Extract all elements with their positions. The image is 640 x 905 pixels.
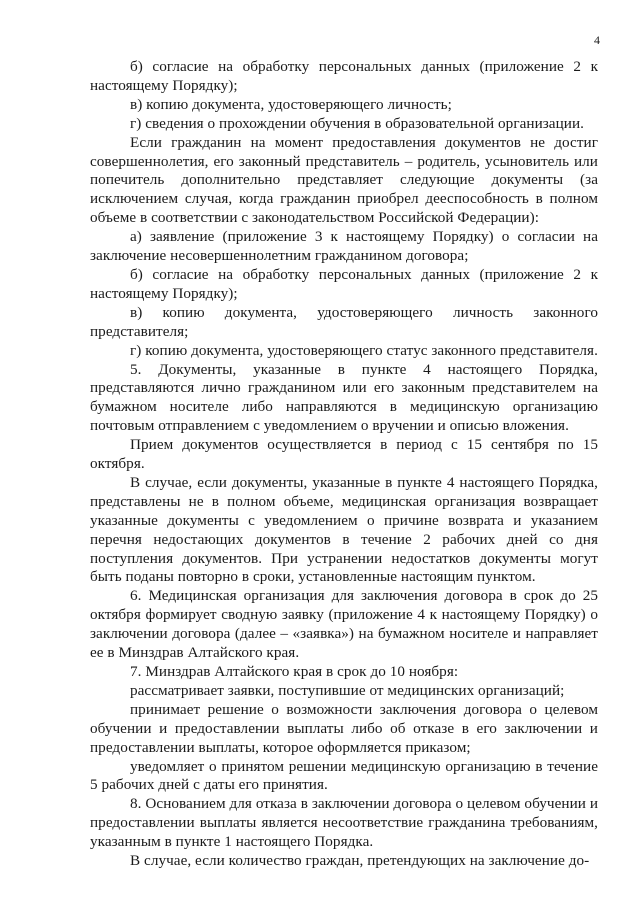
paragraph: рассматривает заявки, поступившие от медицинских организаций;: [130, 681, 565, 699]
paragraph: б) согласие на обработку персональных данных (приложение 2 к настоящему Порядку);: [90, 58, 598, 94]
paragraph: В случае, если количество граждан, претендующих на заключение до-: [130, 852, 590, 870]
paragraph: В случае, если документы, указанные в пункте 4 настоящего Порядка, представлены не в полном объеме, медицинская организация возвращает указанные документы с уведомлением о причине возврата и указанием перечня недостающих документов в течение 2 рабочих дней со дня поступления документов. При устранении недостатков документы могут быть поданы повторно в сроки, установленные настоящим пунктом.: [90, 473, 598, 586]
paragraph: г) сведения о прохождении обучения в образовательной организации.: [130, 114, 584, 132]
paragraph: 8. Основанием для отказа в заключении договора о целевом обучении и предоставлении выплаты является несоответствие гражданина требованиям, указанным в пункте 1 настоящего Порядка.: [90, 795, 598, 851]
paragraph: 6. Медицинская организация для заключения договора в срок до 25 октября формирует сводную заявку (приложение 4 к настоящему Порядку) о заключении договора (далее – «заявка») на бумажном носителе и направляет ее в Минздрав Алтайского края.: [90, 587, 598, 662]
paragraph: а) заявление (приложение 3 к настоящему Порядку) о согласии на заключение несовершеннолетним гражданином договора;: [90, 228, 598, 265]
paragraph: б) согласие на обработку персональных данных (приложение 2 к настоящему Порядку);: [90, 265, 598, 302]
page-number: 4: [594, 33, 600, 47]
paragraph: в) копию документа, удостоверяющего личность;: [130, 95, 452, 113]
paragraph: 5. Документы, указанные в пункте 4 настоящего Порядка, представляются лично гражданином или его законным представителем на бумажном носителе либо направляются в медицинскую организацию почтовым отправлением с уведомлением о вручении и описью вложения.: [90, 360, 598, 435]
paragraph: уведомляет о принятом решении медицинскую организацию в течение 5 рабочих дней с даты его принятия.: [90, 757, 598, 794]
paragraph: г) копию документа, удостоверяющего статус законного представителя.: [130, 341, 598, 359]
paragraph: Прием документов осуществляется в период с 15 сентября по 15 октября.: [90, 436, 598, 473]
paragraph: принимает решение о возможности заключения договора о целевом обучении и предоставлении выплаты либо об отказе в его заключении и предоставлении выплаты, которое оформляется приказом;: [90, 700, 598, 756]
document-body: [90, 58, 598, 871]
paragraph: 7. Минздрав Алтайского края в срок до 10 ноября:: [130, 663, 459, 680]
paragraph: Если гражданин на момент предоставления документов не достиг совершеннолетия, его законный представитель – родитель, усыновитель или попечитель дополнительно представляет следующие документы (за исключением случая, когда гражданин приобрел дееспособность в полном объеме в соответствии с законодательством Российской Федерации):: [90, 133, 598, 227]
paragraph: в) копию документа, удостоверяющего личность законного представителя;: [90, 303, 598, 340]
